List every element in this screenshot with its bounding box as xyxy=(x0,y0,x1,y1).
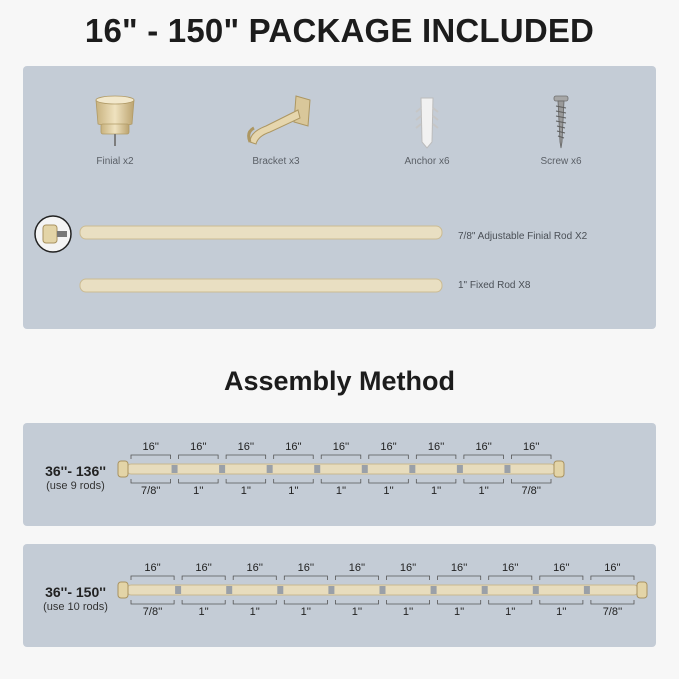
part-label: Anchor x6 xyxy=(404,156,450,167)
dimension-bracket xyxy=(131,600,174,604)
segment-diameter-label: 1'' xyxy=(335,485,347,497)
rod-joint xyxy=(584,586,590,594)
rod-joint xyxy=(219,465,225,473)
rod-joint xyxy=(172,465,178,473)
dimension-bracket xyxy=(489,600,532,604)
segment-length-label: 16'' xyxy=(427,441,445,453)
dimension-bracket xyxy=(416,455,456,459)
dimension-bracket xyxy=(438,600,481,604)
dimension-bracket xyxy=(179,479,219,483)
segment-length-label: 16'' xyxy=(475,441,492,453)
segment-diameter-label: 1'' xyxy=(556,606,567,618)
segment-diameter-label: 7/8'' xyxy=(142,606,163,618)
dimension-bracket xyxy=(438,576,481,580)
segment-length-label: 16'' xyxy=(502,562,519,574)
dimension-bracket xyxy=(335,576,378,580)
segment-diameter-label: 1'' xyxy=(300,606,311,618)
assembly-diagram xyxy=(23,544,656,647)
part-label: Bracket x3 xyxy=(252,156,300,167)
range-length: 36''- 136'' xyxy=(45,463,106,479)
rod-joint xyxy=(362,465,368,473)
assembly-panel-10 xyxy=(23,544,656,647)
rod-count: (use 10 rods) xyxy=(43,601,108,613)
rod-joint xyxy=(380,586,386,594)
dimension-bracket xyxy=(511,479,551,483)
segment-length-label: 16'' xyxy=(348,562,366,574)
segment-length-label: 16'' xyxy=(246,562,263,574)
dimension-bracket xyxy=(233,576,276,580)
segment-length-label: 16'' xyxy=(380,441,397,453)
adjustable-finial-rod xyxy=(33,214,453,254)
bracket-icon xyxy=(236,92,316,150)
segment-diameter-label: 1'' xyxy=(402,606,414,618)
assembly-diagram xyxy=(23,423,656,526)
dimension-bracket xyxy=(369,479,409,483)
part-bracket xyxy=(226,92,326,167)
dimension-bracket xyxy=(182,600,225,604)
left-finial xyxy=(118,582,128,598)
page-title: 16" - 150" PACKAGE INCLUDED xyxy=(84,12,595,49)
rod-joint xyxy=(409,465,415,473)
right-finial xyxy=(637,582,647,598)
rod-joint xyxy=(314,465,320,473)
segment-diameter-label: 1'' xyxy=(198,606,209,618)
right-finial xyxy=(554,461,564,477)
dimension-bracket xyxy=(131,455,171,459)
dimension-bracket xyxy=(591,600,634,604)
segment-diameter-label: 1'' xyxy=(478,485,489,497)
dimension-bracket xyxy=(511,455,551,459)
segment-length-label: 16'' xyxy=(523,441,540,453)
dimension-bracket xyxy=(274,479,314,483)
segment-diameter-label: 1'' xyxy=(240,485,252,497)
finial-icon xyxy=(90,94,140,150)
part-screw xyxy=(511,94,611,167)
dimension-bracket xyxy=(131,479,171,483)
dimension-bracket xyxy=(179,455,219,459)
dimension-bracket xyxy=(464,479,504,483)
rod-joint xyxy=(267,465,273,473)
dimension-bracket xyxy=(591,576,634,580)
segment-length-label: 16'' xyxy=(332,441,350,453)
segment-diameter-label: 1'' xyxy=(383,485,394,497)
segment-diameter-label: 1'' xyxy=(249,606,260,618)
fixed-rod xyxy=(79,278,445,294)
dimension-bracket xyxy=(540,600,583,604)
segment-diameter-label: 1'' xyxy=(288,485,299,497)
fixed-rod-label: 1" Fixed Rod X8 xyxy=(458,280,531,291)
rod-count: (use 9 rods) xyxy=(46,480,105,492)
segment-length-label: 16'' xyxy=(553,562,570,574)
segment-diameter-label: 1'' xyxy=(351,606,363,618)
assembly-heading: Assembly Method xyxy=(223,366,456,396)
rod-joint xyxy=(533,586,539,594)
dimension-bracket xyxy=(284,576,327,580)
dimension-bracket xyxy=(489,576,532,580)
dimension-bracket xyxy=(321,455,361,459)
dimension-bracket xyxy=(387,600,430,604)
range-length: 36''- 150'' xyxy=(45,584,106,600)
segment-diameter-label: 7/8'' xyxy=(141,485,161,497)
dimension-bracket xyxy=(274,455,314,459)
dimension-bracket xyxy=(226,455,266,459)
dimension-bracket xyxy=(464,455,504,459)
segment-length-label: 16'' xyxy=(604,562,621,574)
segment-diameter-label: 1'' xyxy=(505,606,516,618)
rod-joint xyxy=(175,586,181,594)
dimension-bracket xyxy=(131,576,174,580)
segment-length-label: 16'' xyxy=(142,441,159,453)
rod-joint xyxy=(457,465,463,473)
segment-length-label: 16'' xyxy=(450,562,468,574)
dimension-bracket xyxy=(335,600,378,604)
segment-length-label: 16'' xyxy=(144,562,161,574)
rod-joint xyxy=(226,586,232,594)
rod-joint xyxy=(482,586,488,594)
dimension-bracket xyxy=(387,576,430,580)
dimension-bracket xyxy=(182,576,225,580)
segment-length-label: 16'' xyxy=(237,441,255,453)
dimension-bracket xyxy=(321,479,361,483)
dimension-bracket xyxy=(369,455,409,459)
assembly-panel-9 xyxy=(23,423,656,526)
dimension-bracket xyxy=(226,479,266,483)
segment-length-label: 16'' xyxy=(195,562,212,574)
segment-diameter-label: 1'' xyxy=(193,485,204,497)
segment-diameter-label: 7/8'' xyxy=(602,606,623,618)
part-label: Finial x2 xyxy=(96,156,134,167)
segment-length-label: 16'' xyxy=(285,441,302,453)
dimension-bracket xyxy=(416,479,456,483)
segment-length-label: 16'' xyxy=(399,562,417,574)
package-panel xyxy=(23,66,656,329)
segment-diameter-label: 7/8'' xyxy=(521,485,541,497)
left-finial xyxy=(118,461,128,477)
anchor-icon xyxy=(412,94,442,150)
part-finial xyxy=(65,94,165,167)
dimension-bracket xyxy=(233,600,276,604)
finial-rod-label: 7/8" Adjustable Finial Rod X2 xyxy=(458,231,588,242)
part-anchor xyxy=(377,94,477,167)
segment-diameter-label: 1'' xyxy=(430,485,442,497)
rod-joint xyxy=(431,586,437,594)
segment-diameter-label: 1'' xyxy=(453,606,465,618)
assembled-rod xyxy=(127,464,555,474)
screw-icon xyxy=(549,94,573,150)
part-label: Screw x6 xyxy=(540,156,582,167)
rod-joint xyxy=(504,465,510,473)
segment-length-label: 16'' xyxy=(297,562,315,574)
dimension-bracket xyxy=(284,600,327,604)
rod-joint xyxy=(277,586,283,594)
rod-joint xyxy=(328,586,334,594)
dimension-bracket xyxy=(540,576,583,580)
segment-length-label: 16'' xyxy=(190,441,207,453)
